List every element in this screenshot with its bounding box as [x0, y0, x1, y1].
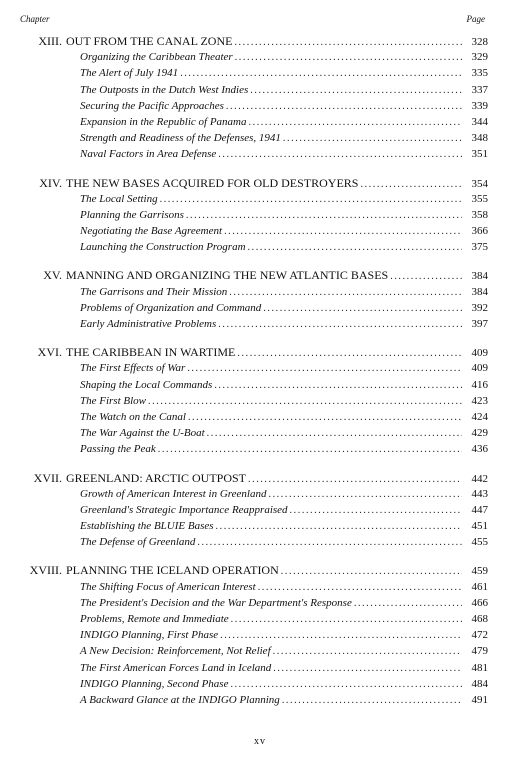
section-title: Securing the Pacific Approaches	[80, 99, 224, 112]
section-row	[20, 518, 488, 534]
chapter-entry	[20, 344, 488, 457]
section-title: Planning the Garrisons	[80, 208, 184, 221]
dot-leader	[187, 361, 462, 377]
section-row	[20, 65, 488, 81]
dot-leader	[197, 535, 462, 551]
section-row	[20, 191, 488, 207]
dot-leader	[231, 612, 462, 628]
section-page-number: 466	[471, 596, 488, 609]
section-row	[20, 409, 488, 425]
section-row	[20, 627, 488, 643]
chapter-heading-row	[20, 267, 488, 283]
dot-leader	[148, 394, 462, 410]
section-row	[20, 534, 488, 550]
chapter-page-number: 384	[471, 270, 488, 283]
dot-leader	[390, 269, 462, 285]
section-page-number: 424	[471, 410, 488, 423]
section-page-number: 335	[471, 67, 488, 80]
section-title: Early Administrative Problems	[80, 318, 217, 330]
dot-leader	[226, 99, 462, 115]
dot-leader	[186, 208, 462, 224]
section-title: The Defense of Greenland	[80, 536, 196, 549]
section-page-number: 455	[471, 536, 488, 549]
dot-leader	[290, 503, 462, 519]
section-title: Problems of Organization and Command	[80, 301, 262, 314]
section-page-number: 484	[471, 677, 488, 690]
dot-leader	[354, 596, 462, 612]
section-row	[20, 502, 488, 518]
section-page-number: 472	[471, 629, 488, 642]
section-row	[20, 393, 488, 409]
chapter-heading-row	[20, 470, 488, 486]
chapter-title: THE NEW BASES ACQUIRED FOR OLD DESTROYERS	[66, 175, 359, 190]
chapter-number: XIII.	[38, 34, 62, 48]
dot-leader	[218, 147, 462, 163]
dot-leader	[248, 472, 462, 488]
chapter-number: XV.	[43, 268, 62, 283]
section-page-number: 366	[471, 225, 488, 238]
chapter-page-number: 442	[471, 472, 488, 485]
section-title: Greenland's Strategic Importance Reappraised	[80, 503, 288, 516]
chapter-page-number: 354	[471, 177, 488, 190]
chapter-title: THE CARIBBEAN IN WARTIME	[66, 345, 236, 360]
dot-leader	[263, 301, 462, 317]
section-title: The Local Setting	[80, 192, 158, 205]
chapter-page-number: 459	[471, 565, 488, 578]
section-page-number: 423	[471, 394, 488, 407]
section-page-number: 429	[471, 427, 488, 440]
section-row	[20, 425, 488, 441]
dot-leader	[281, 564, 462, 580]
chapter-entry	[20, 562, 488, 708]
dot-leader	[224, 224, 462, 240]
chapter-number: XIV.	[39, 175, 62, 190]
section-row	[20, 207, 488, 223]
section-page-number: 461	[471, 580, 488, 593]
section-page-number: 443	[471, 487, 488, 500]
section-row	[20, 579, 488, 595]
section-title: Passing the Peak	[80, 443, 156, 456]
section-row	[20, 82, 488, 98]
dot-leader	[158, 442, 462, 458]
section-row	[20, 611, 488, 627]
section-page-number: 397	[471, 318, 488, 330]
chapter-heading-row	[20, 344, 488, 360]
section-title: The Watch on the Canal	[80, 410, 186, 423]
dot-leader	[250, 83, 462, 99]
section-row	[20, 441, 488, 457]
section-row	[20, 49, 488, 65]
section-title: The Shifting Focus of American Interest	[80, 580, 256, 593]
dot-leader	[160, 192, 462, 208]
chapter-heading-row	[20, 562, 488, 578]
section-title: The First Effects of War	[80, 362, 186, 375]
section-row	[20, 114, 488, 130]
section-page-number: 479	[471, 645, 488, 658]
dot-leader	[216, 519, 462, 535]
section-title: Organizing the Caribbean Theater	[80, 51, 233, 64]
section-title: The Alert of July 1941	[80, 67, 179, 80]
section-title: Strength and Readiness of the Defenses, 1941	[80, 132, 281, 145]
section-title: Naval Factors in Area Defense	[80, 148, 217, 161]
page-folio: xv	[254, 736, 266, 747]
section-title: INDIGO Planning, First Phase	[80, 629, 219, 642]
section-row	[20, 377, 488, 393]
dot-leader	[218, 317, 462, 333]
section-page-number: 451	[471, 520, 488, 533]
section-page-number: 375	[471, 241, 488, 254]
dot-leader	[229, 285, 462, 301]
dot-leader	[188, 410, 462, 426]
dot-leader	[273, 661, 462, 677]
section-title: Launching the Construction Program	[80, 241, 246, 254]
section-page-number: 436	[471, 443, 488, 456]
section-row	[20, 284, 488, 300]
section-page-number: 447	[471, 503, 488, 516]
chapter-entry	[20, 267, 488, 332]
dot-leader	[268, 487, 462, 503]
dot-leader	[273, 644, 462, 660]
section-row	[20, 146, 488, 162]
chapter-page-number: 328	[471, 36, 488, 48]
section-row	[20, 595, 488, 611]
chapter-column-label: Chapter	[20, 14, 50, 24]
section-title: The Garrisons and Their Mission	[80, 285, 228, 298]
section-page-number: 491	[471, 693, 488, 706]
section-row	[20, 486, 488, 502]
section-page-number: 392	[471, 301, 488, 314]
dot-leader	[360, 177, 462, 193]
section-page-number: 351	[471, 148, 488, 161]
section-row	[20, 360, 488, 376]
dot-leader	[180, 66, 462, 82]
chapter-entry	[20, 33, 488, 163]
section-title: The First American Forces Land in Iceland	[80, 661, 272, 674]
chapter-entry	[20, 470, 488, 551]
section-page-number: 384	[471, 285, 488, 298]
chapter-title: OUT FROM THE CANAL ZONE	[66, 34, 233, 48]
section-row	[20, 130, 488, 146]
section-page-number: 416	[471, 378, 488, 391]
chapter-entry	[20, 175, 488, 256]
dot-leader	[248, 240, 462, 256]
chapter-title: MANNING AND ORGANIZING THE NEW ATLANTIC BASES	[66, 268, 389, 283]
chapter-heading-row	[20, 175, 488, 191]
chapter-page-number: 409	[471, 347, 488, 360]
section-title: Expansion in the Republic of Panama	[80, 115, 247, 128]
section-title: Negotiating the Base Agreement	[80, 225, 223, 238]
section-row	[20, 643, 488, 659]
chapter-title: GREENLAND: ARCTIC OUTPOST	[66, 470, 247, 485]
section-page-number: 348	[471, 132, 488, 145]
section-title: A Backward Glance at the INDIGO Planning	[80, 693, 280, 706]
section-page-number: 329	[471, 51, 488, 64]
section-title: Growth of American Interest in Greenland	[80, 487, 267, 500]
chapter-list	[20, 33, 488, 720]
dot-leader	[234, 35, 462, 51]
section-row	[20, 660, 488, 676]
section-row	[20, 239, 488, 255]
section-title: A New Decision: Reinforcement, Not Relief	[80, 645, 271, 658]
dot-leader	[235, 50, 462, 66]
section-title: The Outposts in the Dutch West Indies	[80, 83, 249, 96]
section-page-number: 355	[471, 192, 488, 205]
page-column-label: Page	[466, 14, 485, 24]
section-title: The President's Decision and the War Department's Response	[80, 596, 352, 609]
dot-leader	[237, 346, 462, 362]
section-page-number: 409	[471, 362, 488, 375]
section-row	[20, 692, 488, 708]
section-title: The First Blow	[80, 394, 147, 407]
dot-leader	[214, 378, 462, 394]
section-title: Establishing the BLUIE Bases	[80, 520, 214, 533]
section-page-number: 339	[471, 99, 488, 112]
dot-leader	[249, 115, 463, 131]
dot-leader	[230, 677, 462, 693]
chapter-number: XVI.	[37, 345, 62, 360]
dot-leader	[282, 693, 462, 709]
section-page-number: 481	[471, 661, 488, 674]
section-row	[20, 300, 488, 316]
section-row	[20, 223, 488, 239]
chapter-number: XVIII.	[29, 563, 62, 578]
section-page-number: 337	[471, 83, 488, 96]
section-title: The War Against the U-Boat	[80, 427, 205, 440]
section-page-number: 358	[471, 208, 488, 221]
section-page-number: 468	[471, 613, 488, 625]
section-row	[20, 98, 488, 114]
section-title: Shaping the Local Commands	[80, 378, 213, 391]
section-title: Problems, Remote and Immediate	[80, 613, 229, 625]
section-page-number: 344	[471, 115, 488, 128]
chapter-title: PLANNING THE ICELAND OPERATION	[66, 563, 279, 578]
chapter-number: XVII.	[33, 470, 62, 485]
dot-leader	[258, 580, 462, 596]
chapter-heading-row	[20, 33, 488, 49]
dot-leader	[220, 628, 462, 644]
section-row	[20, 316, 488, 332]
section-row	[20, 676, 488, 692]
section-title: INDIGO Planning, Second Phase	[80, 677, 229, 690]
dot-leader	[207, 426, 462, 442]
dot-leader	[283, 131, 462, 147]
